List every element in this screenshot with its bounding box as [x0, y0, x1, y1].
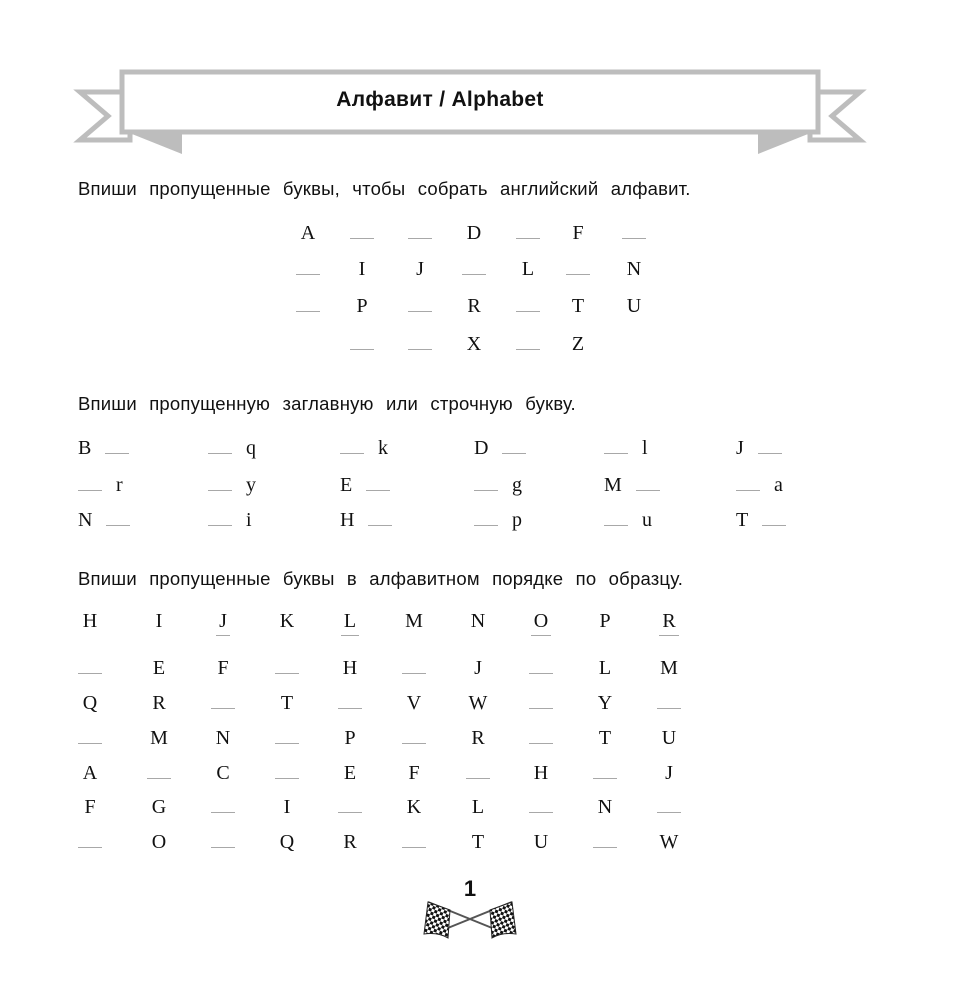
letter-cell: A	[82, 762, 98, 784]
blank-line[interactable]	[736, 490, 760, 491]
blank-line[interactable]	[593, 847, 617, 848]
sample-letter-text: N	[470, 610, 486, 632]
letter-pair	[340, 437, 388, 460]
blank-line[interactable]	[636, 490, 660, 491]
letter-cell: a	[774, 474, 783, 496]
blank-line[interactable]	[208, 525, 232, 526]
letter-pair	[604, 437, 648, 460]
letter-cell: G	[151, 796, 167, 818]
blank-cell[interactable]	[208, 437, 232, 460]
letter-cell: R	[467, 295, 481, 317]
letter-cell: K	[406, 796, 422, 818]
blank-line[interactable]	[622, 238, 646, 239]
blank-cell[interactable]	[70, 657, 110, 680]
blank-line[interactable]	[78, 673, 102, 674]
blank-cell[interactable]	[614, 222, 654, 245]
sample-letter	[458, 610, 498, 633]
blank-cell[interactable]	[649, 796, 689, 819]
letter-cell: R	[471, 727, 485, 749]
blank-line[interactable]	[275, 743, 299, 744]
letter-cell: B	[78, 437, 92, 459]
blank-line[interactable]	[758, 453, 782, 454]
blank-line[interactable]	[338, 708, 362, 709]
sample-letter	[267, 610, 307, 633]
letter-pair	[208, 474, 256, 497]
blank-cell[interactable]	[604, 509, 628, 532]
letter-pair	[340, 474, 390, 497]
blank-line[interactable]	[350, 349, 374, 350]
sample-letter-text: K	[279, 610, 295, 632]
sample-letter	[521, 610, 561, 633]
letter-cell: y	[246, 474, 256, 496]
blank-line[interactable]	[657, 812, 681, 813]
sample-underlined-letter: R	[659, 610, 678, 636]
letter-pair	[736, 474, 783, 497]
blank-line[interactable]	[211, 847, 235, 848]
blank-cell[interactable]	[649, 692, 689, 715]
blank-line[interactable]	[529, 743, 553, 744]
blank-line[interactable]	[516, 349, 540, 350]
letter-cell: Z	[571, 333, 585, 355]
letter-cell: T	[736, 509, 749, 531]
sample-letter-text: P	[599, 610, 611, 632]
blank-line[interactable]	[106, 525, 130, 526]
blank-line[interactable]	[408, 311, 432, 312]
blank-cell[interactable]	[340, 437, 364, 460]
checkered-flags-icon	[420, 898, 520, 946]
blank-line[interactable]	[402, 847, 426, 848]
blank-cell[interactable]	[762, 509, 786, 532]
letter-cell: I	[283, 796, 291, 818]
blank-cell[interactable]	[400, 222, 440, 245]
blank-cell[interactable]	[604, 437, 628, 460]
blank-cell[interactable]	[203, 796, 243, 819]
letter-cell: E	[340, 474, 353, 496]
letter-cell: N	[78, 509, 93, 531]
blank-cell[interactable]	[502, 437, 526, 460]
blank-line[interactable]	[78, 490, 102, 491]
sample-underlined-letter: J	[216, 610, 230, 636]
letter-cell: i	[246, 509, 252, 531]
blank-line[interactable]	[402, 743, 426, 744]
letter-pair	[78, 437, 129, 460]
letter-cell: P	[356, 295, 368, 317]
letter-cell: Q	[82, 692, 98, 714]
letter-cell: C	[216, 762, 230, 784]
letter-cell: E	[343, 762, 357, 784]
title-banner	[70, 62, 870, 162]
letter-cell: E	[152, 657, 166, 679]
blank-line[interactable]	[462, 274, 486, 275]
instruction-2: Впиши пропущенную заглавную или строчную букву.	[78, 393, 576, 414]
blank-line[interactable]	[657, 708, 681, 709]
letter-cell: T	[280, 692, 294, 714]
blank-cell[interactable]	[203, 692, 243, 715]
letter-cell: L	[471, 796, 485, 818]
letter-cell: J	[474, 657, 482, 679]
blank-line[interactable]	[340, 453, 364, 454]
blank-line[interactable]	[516, 238, 540, 239]
blank-cell[interactable]	[368, 509, 392, 532]
letter-cell: U	[533, 831, 549, 853]
letter-cell: p	[512, 509, 522, 531]
blank-cell[interactable]	[394, 727, 434, 750]
blank-line[interactable]	[402, 673, 426, 674]
letter-cell: g	[512, 474, 522, 496]
letter-cell: V	[406, 692, 422, 714]
blank-line[interactable]	[296, 311, 320, 312]
page-title: Алфавит / Alphabet	[336, 88, 544, 111]
blank-cell[interactable]	[508, 295, 548, 318]
blank-line[interactable]	[529, 673, 553, 674]
blank-cell[interactable]	[521, 727, 561, 750]
letter-cell: W	[659, 831, 679, 853]
letter-cell: H	[342, 657, 358, 679]
blank-cell[interactable]	[394, 657, 434, 680]
blank-cell[interactable]	[342, 222, 382, 245]
letter-cell: Q	[279, 831, 295, 853]
blank-cell[interactable]	[508, 222, 548, 245]
letter-cell: F	[84, 796, 96, 818]
blank-cell[interactable]	[366, 474, 390, 497]
letter-pair	[474, 474, 522, 497]
letter-cell: J	[736, 437, 744, 459]
sample-letter	[649, 610, 689, 633]
blank-line[interactable]	[368, 525, 392, 526]
blank-cell[interactable]	[70, 831, 110, 854]
letter-cell: I	[358, 258, 366, 280]
letter-pair	[604, 509, 652, 532]
blank-line[interactable]	[208, 490, 232, 491]
blank-line[interactable]	[762, 525, 786, 526]
letter-cell: U	[626, 295, 642, 317]
blank-line[interactable]	[408, 238, 432, 239]
blank-line[interactable]	[474, 490, 498, 491]
blank-cell[interactable]	[400, 295, 440, 318]
blank-line[interactable]	[78, 847, 102, 848]
blank-line[interactable]	[466, 778, 490, 779]
blank-line[interactable]	[147, 778, 171, 779]
letter-cell: J	[665, 762, 673, 784]
letter-pair	[340, 509, 392, 532]
blank-line[interactable]	[516, 311, 540, 312]
letter-cell: L	[598, 657, 612, 679]
blank-line[interactable]	[105, 453, 129, 454]
blank-cell[interactable]	[736, 474, 760, 497]
letter-cell: A	[300, 222, 316, 244]
blank-cell[interactable]	[558, 258, 598, 281]
blank-cell[interactable]	[267, 657, 307, 680]
blank-cell[interactable]	[330, 692, 370, 715]
blank-cell[interactable]	[78, 474, 102, 497]
letter-cell: u	[642, 509, 652, 531]
blank-line[interactable]	[78, 743, 102, 744]
letter-cell: N	[626, 258, 642, 280]
sample-letter	[330, 610, 370, 633]
letter-cell: H	[533, 762, 549, 784]
page-number: 1	[463, 876, 477, 901]
letter-pair	[736, 437, 782, 460]
blank-cell[interactable]	[394, 831, 434, 854]
blank-cell[interactable]	[288, 295, 328, 318]
blank-line[interactable]	[350, 238, 374, 239]
sample-letter	[70, 610, 110, 633]
blank-cell[interactable]	[636, 474, 660, 497]
blank-cell[interactable]	[521, 657, 561, 680]
blank-cell[interactable]	[454, 258, 494, 281]
blank-cell[interactable]	[330, 796, 370, 819]
blank-cell[interactable]	[342, 333, 382, 356]
blank-line[interactable]	[529, 708, 553, 709]
blank-cell[interactable]	[585, 831, 625, 854]
sample-letter-text: I	[155, 610, 163, 632]
letter-cell: J	[416, 258, 424, 280]
letter-pair	[604, 474, 660, 497]
letter-cell: l	[642, 437, 648, 459]
blank-line[interactable]	[529, 812, 553, 813]
sample-letter-text: M	[405, 610, 423, 632]
sample-letter	[203, 610, 243, 633]
blank-line[interactable]	[366, 490, 390, 491]
blank-line[interactable]	[474, 525, 498, 526]
letter-pair	[208, 509, 252, 532]
blank-cell[interactable]	[203, 831, 243, 854]
letter-cell: R	[343, 831, 357, 853]
letter-cell: M	[150, 727, 168, 749]
blank-cell[interactable]	[474, 474, 498, 497]
letter-pair	[78, 474, 123, 497]
letter-cell: L	[521, 258, 535, 280]
blank-cell[interactable]	[400, 333, 440, 356]
letter-pair	[736, 509, 786, 532]
letter-pair	[474, 437, 526, 460]
blank-cell[interactable]	[521, 692, 561, 715]
letter-cell: X	[466, 333, 482, 355]
blank-line[interactable]	[604, 525, 628, 526]
blank-line[interactable]	[211, 812, 235, 813]
blank-cell[interactable]	[267, 762, 307, 785]
sample-underlined-letter: O	[531, 610, 551, 636]
blank-cell[interactable]	[474, 509, 498, 532]
letter-pair	[78, 509, 130, 532]
blank-line[interactable]	[408, 349, 432, 350]
letter-cell: T	[571, 295, 585, 317]
blank-cell[interactable]	[288, 258, 328, 281]
blank-cell[interactable]	[458, 762, 498, 785]
blank-line[interactable]	[296, 274, 320, 275]
blank-cell[interactable]	[139, 762, 179, 785]
blank-line[interactable]	[566, 274, 590, 275]
blank-cell[interactable]	[508, 333, 548, 356]
blank-cell[interactable]	[208, 509, 232, 532]
letter-cell: N	[597, 796, 613, 818]
blank-line[interactable]	[275, 673, 299, 674]
letter-cell: T	[471, 831, 485, 853]
blank-line[interactable]	[502, 453, 526, 454]
letter-cell: k	[378, 437, 388, 459]
blank-line[interactable]	[275, 778, 299, 779]
letter-cell: Y	[597, 692, 613, 714]
letter-cell: F	[217, 657, 229, 679]
letter-cell: W	[468, 692, 488, 714]
letter-cell: U	[661, 727, 677, 749]
letter-cell: D	[474, 437, 489, 459]
blank-line[interactable]	[593, 778, 617, 779]
letter-pair	[208, 437, 256, 460]
letter-cell: R	[152, 692, 166, 714]
blank-line[interactable]	[338, 812, 362, 813]
blank-cell[interactable]	[758, 437, 782, 460]
blank-cell[interactable]	[267, 727, 307, 750]
letter-cell: P	[344, 727, 356, 749]
sample-letter	[394, 610, 434, 633]
letter-cell: D	[466, 222, 482, 244]
blank-cell[interactable]	[70, 727, 110, 750]
letter-cell: M	[604, 474, 622, 496]
letter-cell: H	[340, 509, 355, 531]
letter-cell: M	[660, 657, 678, 679]
letter-cell: F	[572, 222, 584, 244]
blank-cell[interactable]	[208, 474, 232, 497]
sample-letter	[585, 610, 625, 633]
blank-line[interactable]	[211, 708, 235, 709]
blank-cell[interactable]	[585, 762, 625, 785]
letter-cell: r	[116, 474, 123, 496]
letter-cell: O	[151, 831, 167, 853]
letter-cell: T	[598, 727, 612, 749]
sample-letter-text: H	[82, 610, 98, 632]
blank-line[interactable]	[208, 453, 232, 454]
letter-pair	[474, 509, 522, 532]
blank-line[interactable]	[604, 453, 628, 454]
letter-cell: N	[215, 727, 231, 749]
letter-cell: F	[408, 762, 420, 784]
instruction-3: Впиши пропущенные буквы в алфавитном порядке по образцу.	[78, 568, 684, 589]
blank-cell[interactable]	[521, 796, 561, 819]
blank-cell[interactable]	[106, 509, 130, 532]
sample-underlined-letter: L	[341, 610, 359, 636]
letter-cell: q	[246, 437, 256, 459]
sample-letter	[139, 610, 179, 633]
instruction-1: Впиши пропущенные буквы, чтобы собрать английский алфавит.	[78, 178, 691, 199]
blank-cell[interactable]	[105, 437, 129, 460]
